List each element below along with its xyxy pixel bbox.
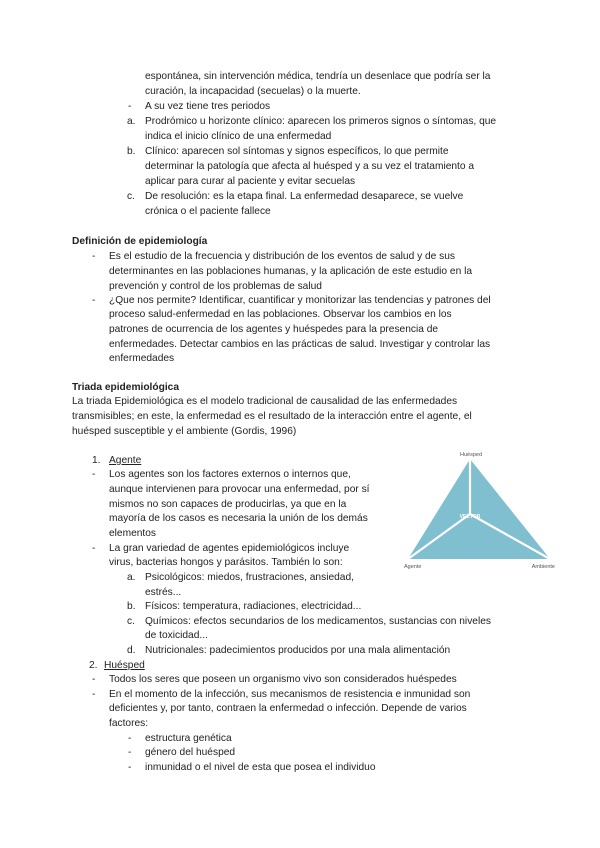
triad-label-top: Huésped bbox=[459, 452, 483, 458]
triad-label-center: VECTOR bbox=[459, 514, 481, 520]
triad-label-left: Agente bbox=[404, 564, 422, 570]
epidemiological-triad-diagram bbox=[400, 448, 560, 574]
triad-label-right: Ambiente bbox=[531, 564, 555, 570]
